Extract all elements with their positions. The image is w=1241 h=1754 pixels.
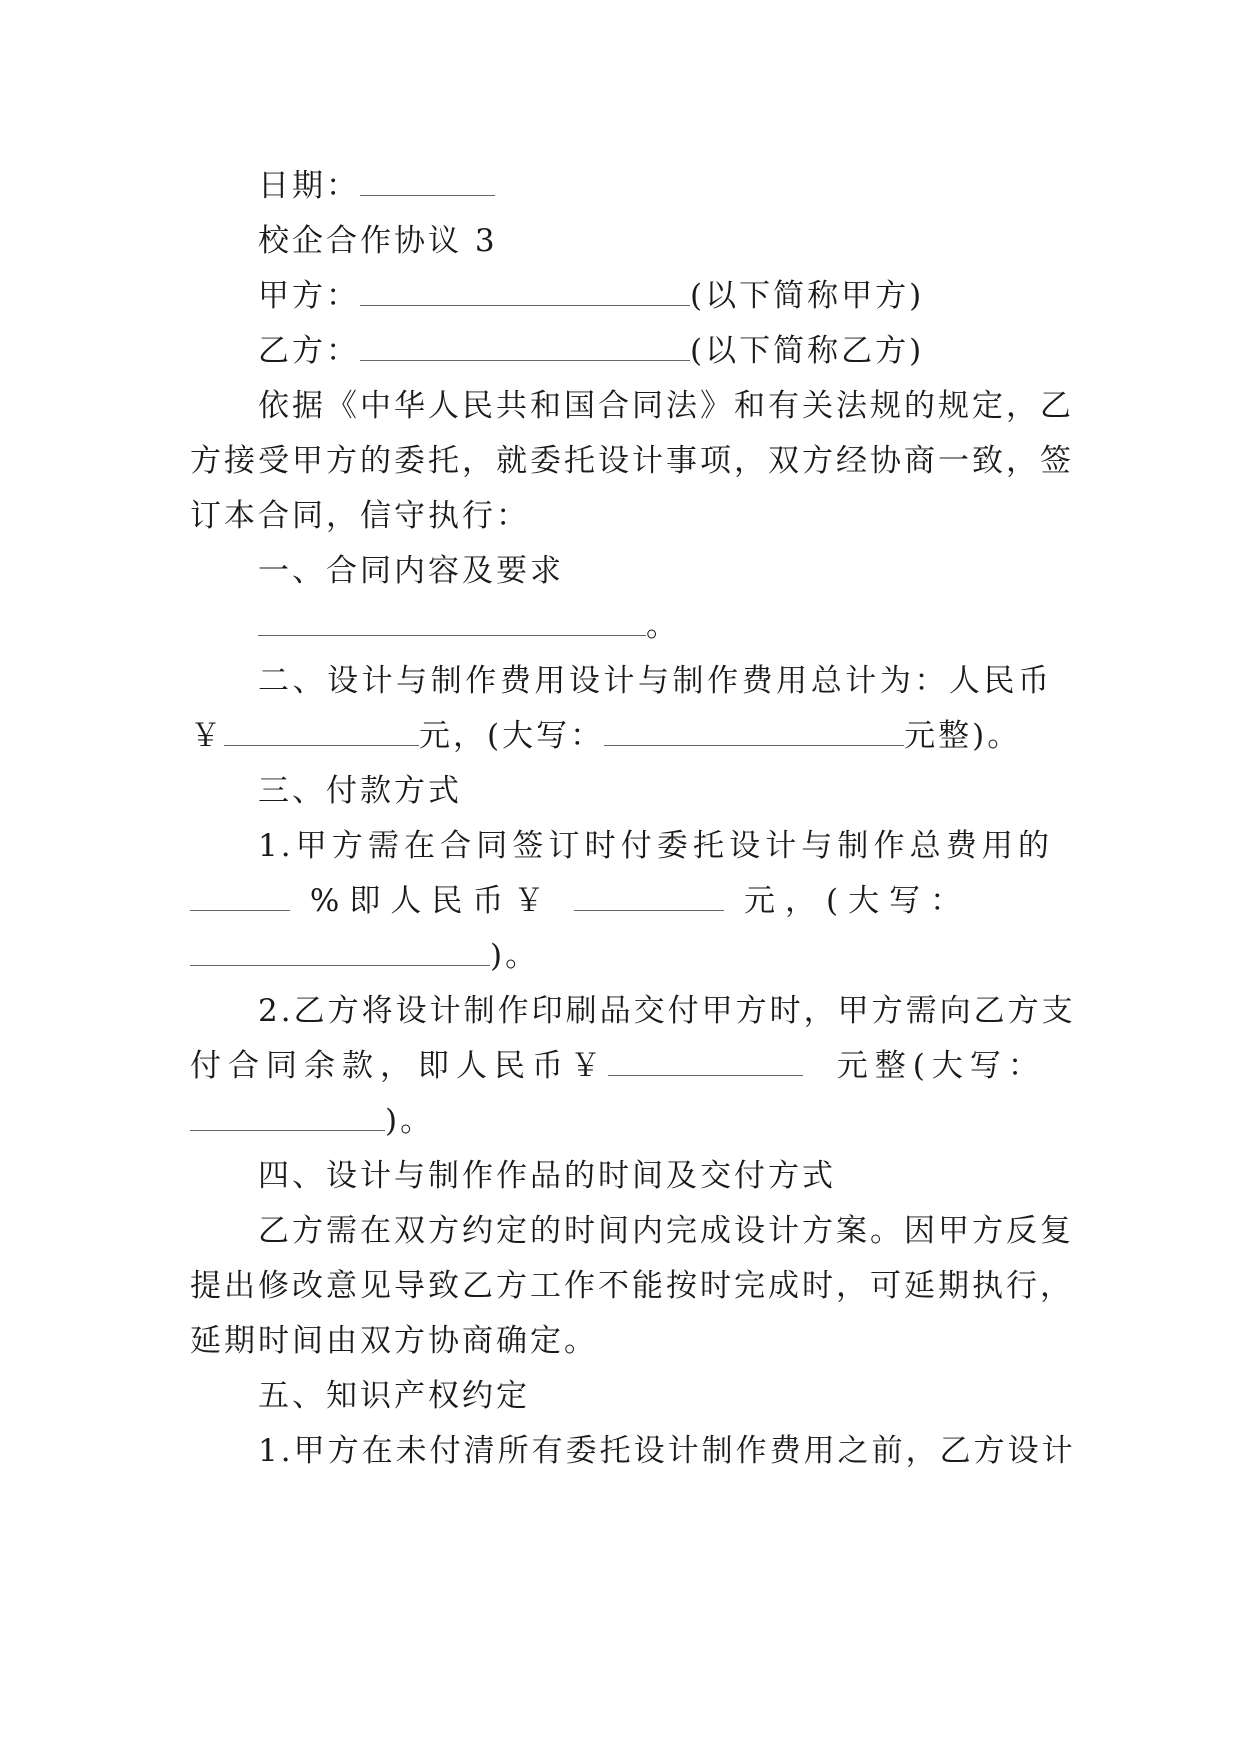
section-3-p2-line-2 bbox=[190, 1046, 1052, 1086]
section-2-line-1: 二、设计与制作费用设计与制作费用总计为：人民币 bbox=[258, 663, 1052, 699]
date-line bbox=[258, 166, 1052, 206]
contract-content-blank bbox=[258, 609, 646, 636]
section-1-end: 。 bbox=[646, 608, 680, 644]
balance-text: 付合同余款，即人民币￥ bbox=[190, 1048, 608, 1084]
section-3-p2-line-3 bbox=[190, 1101, 1052, 1141]
intro-line-3: 订本合同，信守执行： bbox=[190, 498, 530, 534]
document-title: 校企合作协议 3 bbox=[258, 223, 498, 259]
party-a-line bbox=[258, 276, 1052, 316]
balance-uppercase-blank bbox=[190, 1104, 385, 1131]
yuan-symbol: ￥ bbox=[190, 718, 224, 754]
party-b-line bbox=[258, 331, 1052, 371]
fee-uppercase-label: 元，(大写： bbox=[419, 718, 605, 754]
section-2-line-2 bbox=[190, 716, 1052, 756]
section-3-p2-end: )。 bbox=[385, 1103, 435, 1139]
fee-uppercase-blank bbox=[604, 719, 904, 746]
first-payment-uppercase-blank bbox=[190, 939, 490, 966]
first-payment-blank bbox=[574, 884, 724, 911]
percent-blank bbox=[190, 884, 290, 911]
party-b-suffix: (以下简称乙方) bbox=[690, 333, 925, 369]
section-3-heading: 三、付款方式 bbox=[258, 773, 462, 809]
fee-end: 元整)。 bbox=[904, 718, 1022, 754]
section-5-heading: 五、知识产权约定 bbox=[258, 1378, 530, 1414]
section-4-heading: 四、设计与制作作品的时间及交付方式 bbox=[258, 1158, 836, 1194]
date-blank bbox=[360, 169, 495, 196]
percent-text: %即人民币￥ bbox=[309, 883, 555, 919]
section-4-line-1: 乙方需在双方约定的时间内完成设计方案。因甲方反复 bbox=[258, 1213, 1074, 1249]
section-3-p2-line-1: 2.乙方将设计制作印刷品交付甲方时，甲方需向乙方支 bbox=[258, 993, 1076, 1029]
first-payment-uppercase: 元，(大写： bbox=[744, 883, 972, 919]
fee-amount-blank bbox=[224, 719, 419, 746]
party-b-label: 乙方： bbox=[258, 333, 360, 369]
balance-amount-blank bbox=[608, 1049, 803, 1076]
intro-line-1: 依据《中华人民共和国合同法》和有关法规的规定，乙 bbox=[258, 388, 1074, 424]
section-3-p1-line-1: 1.甲方需在合同签订时付委托设计与制作总费用的 bbox=[258, 828, 1052, 864]
section-3-p1-line-3 bbox=[190, 936, 1052, 976]
section-3-p1-end: )。 bbox=[490, 938, 540, 974]
party-a-suffix: (以下简称甲方) bbox=[690, 278, 925, 314]
party-a-label: 甲方： bbox=[258, 278, 360, 314]
date-label: 日期： bbox=[258, 168, 360, 204]
section-4-line-2: 提出修改意见导致乙方工作不能按时完成时，可延期执行， bbox=[190, 1268, 1074, 1304]
section-5-p1-line-1: 1.甲方在未付清所有委托设计制作费用之前，乙方设计 bbox=[258, 1433, 1076, 1469]
intro-line-2: 方接受甲方的委托，就委托设计事项，双方经协商一致，签 bbox=[190, 443, 1074, 479]
section-1-heading: 一、合同内容及要求 bbox=[258, 553, 564, 589]
section-1-blank-line bbox=[258, 606, 1052, 646]
party-b-blank bbox=[360, 334, 690, 361]
section-4-line-3: 延期时间由双方协商确定。 bbox=[190, 1323, 598, 1359]
section-3-p1-line-2 bbox=[190, 881, 1052, 921]
balance-uppercase-label: 元整(大写： bbox=[836, 1048, 1046, 1084]
party-a-blank bbox=[360, 279, 690, 306]
